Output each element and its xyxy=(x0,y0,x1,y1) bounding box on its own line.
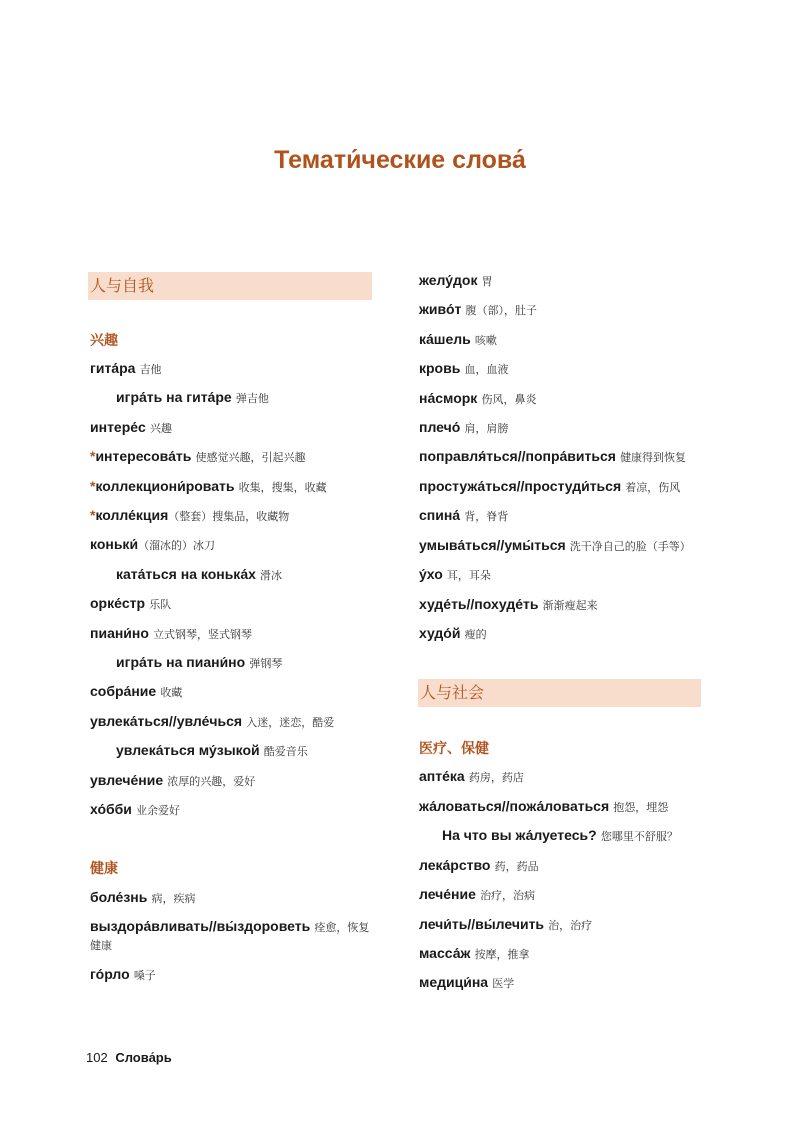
vocab-entry: худе́ть//похуде́ть 渐渐瘦起来 xyxy=(419,596,598,612)
vocab-entry: лека́рство 药，药品 xyxy=(419,857,539,873)
vocab-entry: апте́ка 药房，药店 xyxy=(419,768,524,784)
vocab-entry: хо́бби 业余爱好 xyxy=(90,801,181,817)
page-footer xyxy=(86,1050,172,1065)
vocab-entry: умыва́ться//умы́ться 洗干净自己的脸（手等） xyxy=(419,537,691,553)
vocab-entry: пиани́но 立式钢琴，竖式钢琴 xyxy=(90,625,253,641)
vocab-entry: игра́ть на гита́ре 弹吉他 xyxy=(116,389,269,405)
vocab-entry: увлека́ться му́зыкой 酷爱音乐 xyxy=(116,742,308,758)
vocab-entry: *колле́кция（整套）搜集品，收藏物 xyxy=(90,507,290,523)
vocab-entry: медици́на 医学 xyxy=(419,974,515,990)
section-heading-society: 人与社会 xyxy=(418,679,701,707)
vocab-entry: го́рло 嗓子 xyxy=(90,966,156,982)
vocab-entry: интере́с 兴趣 xyxy=(90,419,172,435)
page-title: Темати́ческие слова́ xyxy=(274,146,526,174)
vocab-entry: плечо́ 肩，肩膀 xyxy=(419,419,509,435)
vocab-entry: худо́й 瘦的 xyxy=(419,625,487,641)
section-heading-self: 人与自我 xyxy=(88,272,372,300)
vocab-entry: желу́док 胃 xyxy=(419,272,493,288)
vocab-entry: ка́шель 咳嗽 xyxy=(419,331,497,347)
vocab-entry: спина́ 背，脊背 xyxy=(419,507,509,523)
vocab-entry: увлече́ние 浓厚的兴趣，爱好 xyxy=(90,772,256,788)
vocab-entry: выздора́вливать//вы́здороветь 痊愈，恢复健康 xyxy=(90,918,370,952)
subsection-interests: 兴趣 xyxy=(90,333,118,349)
running-footer-title: Слова́рь xyxy=(115,1050,172,1065)
vocab-entry: увлека́ться//увле́чься 入迷，迷恋，酷爱 xyxy=(90,713,335,729)
vocab-entry: простужа́ться//простуди́ться 着凉，伤风 xyxy=(419,478,681,494)
vocab-entry: ката́ться на конька́х 滑冰 xyxy=(116,566,283,582)
subsection-health: 健康 xyxy=(90,861,118,877)
vocab-entry: на́сморк 伤风，鼻炎 xyxy=(419,390,537,406)
vocab-entry: боле́знь 病，疾病 xyxy=(90,889,196,905)
vocab-entry: *коллекциони́ровать 收集，搜集，收藏 xyxy=(90,478,327,494)
vocab-entry: жа́ловаться//пожа́ловаться 抱怨，埋怨 xyxy=(419,798,669,814)
vocab-entry: гита́ра 吉他 xyxy=(90,360,162,376)
vocab-entry: живо́т 腹（部），肚子 xyxy=(419,301,538,317)
vocab-entry: собра́ние 收藏 xyxy=(90,683,183,699)
vocab-entry: масса́ж 按摩，推拿 xyxy=(419,945,530,961)
vocab-entry: коньки́（溜冰的）冰刀 xyxy=(90,536,216,552)
vocab-entry: кровь 血，血液 xyxy=(419,360,509,376)
page-number: 102 xyxy=(86,1050,108,1065)
vocab-entry: лече́ние 治疗，治病 xyxy=(419,886,536,902)
vocab-entry: *интересова́ть 使感觉兴趣，引起兴趣 xyxy=(90,448,306,464)
vocab-entry: орке́стр 乐队 xyxy=(90,595,172,611)
vocab-entry: у́хо 耳，耳朵 xyxy=(419,566,491,582)
vocab-entry: игра́ть на пиани́но 弹钢琴 xyxy=(116,654,283,670)
subsection-medical: 医疗、保健 xyxy=(419,741,489,757)
vocab-entry: На что вы жа́луетесь? 您哪里不舒服？ xyxy=(442,827,678,843)
vocab-entry: поправля́ться//попра́виться 健康得到恢复 xyxy=(419,448,687,464)
vocab-entry: лечи́ть//вы́лечить 治，治疗 xyxy=(419,916,593,932)
